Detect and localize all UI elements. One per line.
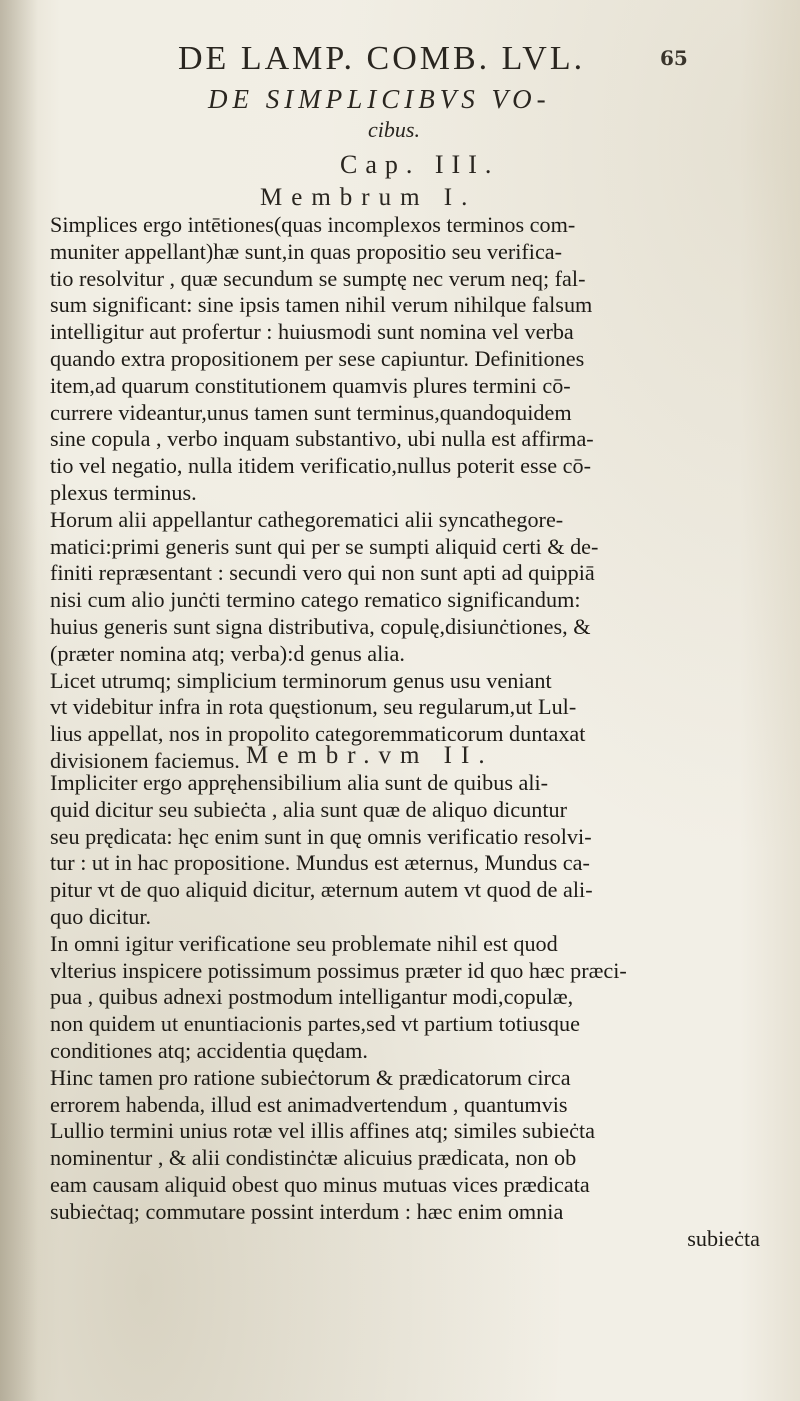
text-line: currere videantur,unus tamen sunt terminus,quandoquidem <box>50 399 572 425</box>
section-heading-membrum-1: Membrum I. <box>260 184 477 211</box>
section-1-text <box>50 212 760 775</box>
text-line: nisi cum alio junċti termino catego rematico significandum: <box>50 587 581 613</box>
text-line: Lullio termini unius rotæ vel illis affines atq; similes subieċta <box>50 1118 595 1144</box>
section-2-text <box>50 770 760 1252</box>
text-line: sine copula , verbo inquam substantivo, ubi nulla est affirma- <box>50 426 594 452</box>
text-line: subieċtaq; commutare possint interdum : hæc enim omnia <box>50 1198 564 1224</box>
text-line: tio vel negatio, nulla itidem verificatio,nullus poterit esse cō- <box>50 453 591 479</box>
text-line: sum significant: sine ipsis tamen nihil verum nihilque falsum <box>50 292 593 318</box>
text-line: divisionem faciemus. <box>50 747 240 773</box>
text-line: tio resolvitur , quæ secundum se sumptę nec verum neq; fal- <box>50 265 586 291</box>
text-line: huius generis sunt signa distributiva, copulę,disiunċtiones, & <box>50 613 591 639</box>
text-line: item,ad quarum constitutionem quamvis plures termini cō- <box>50 372 571 398</box>
text-line: vt videbitur infra in rota quęstionum, seu regularum,ut Lul- <box>50 694 577 720</box>
chapter-title: DE SIMPLICIBVS VO- <box>208 84 551 114</box>
chapter-title-continuation: cibus. <box>368 117 420 142</box>
text-line: conditiones atq; accidentia quędam. <box>50 1037 368 1063</box>
text-line: Impliciter ergo appręhensibilium alia sunt de quibus ali- <box>50 770 549 795</box>
running-head <box>0 40 800 80</box>
chapter-number: Cap. III. <box>340 150 500 179</box>
text-line: pua , quibus adnexi postmodum intelligantur modi,copulæ, <box>50 984 574 1010</box>
section-heading-membrum-2: Membr.vm II. <box>246 742 494 769</box>
text-line: In omni igitur verificatione seu problemate nihil est quod <box>50 930 558 956</box>
catchword: subieċta <box>687 1225 760 1251</box>
text-line: non quidem ut enuntiacionis partes,sed vt partium totiusque <box>50 1011 580 1037</box>
text-line: Horum alii appellantur cathegorematici alii syncathegore- <box>50 506 564 532</box>
text-line: nominentur , & alii condistinċtæ alicuius prædicata, non ob <box>50 1145 577 1171</box>
text-line: intelligitur aut profertur : huiusmodi sunt nomina vel verba <box>50 319 574 345</box>
text-line: seu prędicata: hęc enim sunt in quę omnis verificatio resolvi- <box>50 823 592 849</box>
text-line: vlterius inspicere potissimum possimus præter id quo hæc præci- <box>50 957 627 983</box>
running-head-title: DE LAMP. COMB. LVL. <box>178 40 586 77</box>
text-line: Simplices ergo intētiones(quas incomplexos terminos com- <box>50 212 576 237</box>
page-gutter-shadow <box>0 0 38 1401</box>
text-line: matici:primi generis sunt qui per se sumpti aliquid certi & de- <box>50 533 599 559</box>
text-line: eam causam aliquid obest quo minus mutuas vices prædicata <box>50 1171 590 1197</box>
page-number: 65 <box>660 46 688 70</box>
text-line: errorem habenda, illud est animadvertendum , quantumvis <box>50 1091 568 1117</box>
text-line: Licet utrumq; simplicium terminorum genus usu veniant <box>50 667 552 693</box>
text-line: finiti repræsentant : secundi vero qui non sunt apti ad quippiā <box>50 560 595 586</box>
text-line: plexus terminus. <box>50 479 197 505</box>
text-line: tur : ut in hac propositione. Mundus est æternus, Mundus ca- <box>50 850 590 876</box>
text-line: (præter nomina atq; verba):d genus alia. <box>50 640 405 666</box>
text-line: quo dicitur. <box>50 903 152 929</box>
text-line: pitur vt de quo aliquid dicitur, æternum autem vt quod de ali- <box>50 877 593 903</box>
text-line: Hinc tamen pro ratione subieċtorum & prædicatorum circa <box>50 1064 571 1090</box>
text-line: quando extra propositionem per sese capiuntur. Definitiones <box>50 345 585 371</box>
text-line: muniter appellant)hæ sunt,in quas propositio seu verifica- <box>50 238 563 264</box>
text-line: lius appellat, nos in propolito categoremmaticorum duntaxat <box>50 721 586 747</box>
text-line: quid dicitur seu subieċta , alia sunt quæ de aliquo dicuntur <box>50 796 567 822</box>
